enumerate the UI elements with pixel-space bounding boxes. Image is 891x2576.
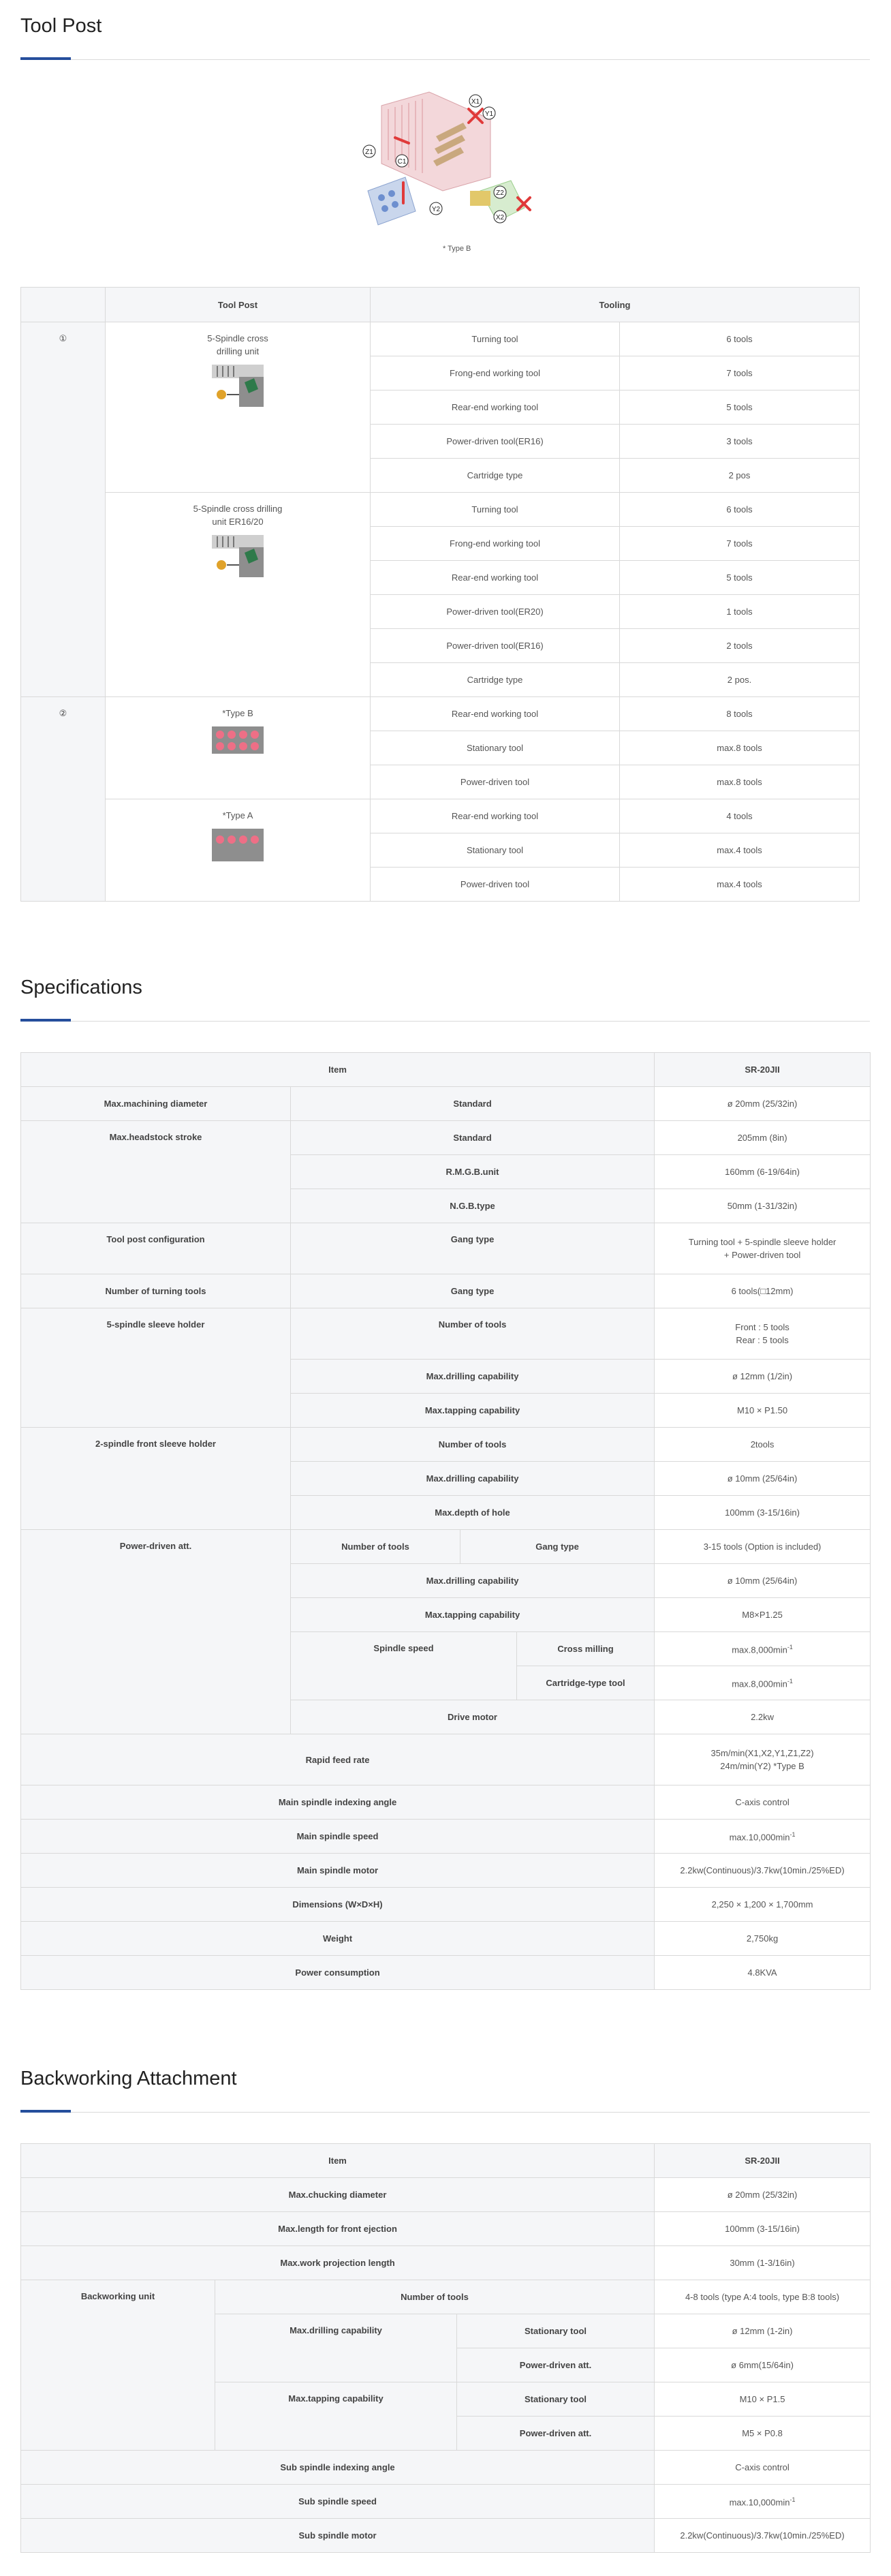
spec-value: 2,750kg	[655, 1922, 871, 1956]
spec-value	[655, 1666, 871, 1700]
tool-name: Power-driven tool(ER16)	[371, 425, 620, 459]
tool-name: Rear-end working tool	[371, 561, 620, 595]
table-row	[21, 799, 860, 833]
table-row	[21, 1956, 871, 1990]
tool-name: Power-driven tool	[371, 765, 620, 799]
spec-value: 100mm (3-15/16in)	[655, 1496, 871, 1530]
table-row	[21, 1854, 871, 1888]
spec-sublabel: Max.tapping capability	[291, 1598, 655, 1632]
tool-count: max.8 tools	[620, 731, 860, 765]
unit-name: *Type B	[222, 708, 253, 718]
table-row	[21, 1223, 871, 1274]
spec-sublabel: Number of tools	[291, 1308, 655, 1360]
spec-sublabel: Max.drilling capability	[291, 1360, 655, 1394]
spec-label: Dimensions (W×D×H)	[21, 1888, 655, 1922]
spec-value: 50mm (1-31/32in)	[655, 1189, 871, 1223]
table-row	[21, 1734, 871, 1785]
spec-value: ø 10mm (25/64in)	[655, 1564, 871, 1598]
title-rule	[20, 2112, 870, 2113]
tool-count: 7 tools	[620, 356, 860, 390]
spec-label: 2-spindle front sleeve holder	[21, 1428, 291, 1530]
spec-value: M10 × P1.50	[655, 1394, 871, 1428]
toolpost-diagram	[354, 89, 559, 259]
group-number: ②	[21, 697, 106, 902]
spec-value-text: max.8,000min	[732, 1644, 787, 1655]
tool-name: Power-driven tool	[371, 868, 620, 902]
spec-value-line: Rear : 5 tools	[736, 1335, 789, 1345]
spec-sublabel: Cross milling	[517, 1632, 655, 1666]
drilling-unit-icon	[212, 535, 264, 577]
table-row	[21, 2451, 871, 2485]
tool-name: Cartridge type	[371, 663, 620, 697]
table-row	[21, 1308, 871, 1360]
tool-name: Rear-end working tool	[371, 390, 620, 425]
spec-value: ø 12mm (1/2in)	[655, 1360, 871, 1394]
spec-label: Power-driven att.	[21, 1530, 291, 1734]
spec-sublabel: Standard	[291, 1121, 655, 1155]
spec-sublabel: Number of tools	[291, 1530, 460, 1564]
spec-label: Main spindle indexing angle	[21, 1785, 655, 1820]
spec-sublabel: Max.tapping capability	[215, 2382, 457, 2451]
table-row	[21, 1820, 871, 1854]
table-header-row	[21, 288, 860, 322]
spec-value: M8×P1.25	[655, 1598, 871, 1632]
table-row	[21, 2212, 871, 2246]
spec-value: 4.8KVA	[655, 1956, 871, 1990]
title-accent	[20, 1019, 71, 1022]
spec-value: 160mm (6-19/64in)	[655, 1155, 871, 1189]
figure-caption: * Type B	[443, 245, 471, 253]
header-item: Item	[21, 2144, 655, 2178]
toolpost-table	[20, 287, 860, 902]
spec-value	[655, 1632, 871, 1666]
spec-label: Sub spindle motor	[21, 2519, 655, 2553]
unit-name: *Type A	[222, 810, 253, 821]
spec-value: ø 6mm(15/64in)	[655, 2348, 871, 2382]
spec-label: Number of turning tools	[21, 1274, 291, 1308]
group-number: ①	[21, 322, 106, 697]
title-rule	[20, 1021, 870, 1022]
axis-label-y1: Y1	[484, 110, 494, 118]
spec-sublabel: R.M.G.B.unit	[291, 1155, 655, 1189]
title-accent	[20, 57, 71, 60]
spec-sublabel: Standard	[291, 1087, 655, 1121]
spec-value	[655, 1223, 871, 1274]
spec-label: 5-spindle sleeve holder	[21, 1308, 291, 1428]
table-row	[21, 1121, 871, 1155]
tool-count: 2 pos.	[620, 663, 860, 697]
spec-value: ø 20mm (25/32in)	[655, 2178, 871, 2212]
table-row	[21, 2485, 871, 2519]
spec-value-line: Turning tool + 5-spindle sleeve holder	[688, 1237, 837, 1247]
spec-sublabel: Max.drilling capability	[291, 1462, 655, 1496]
superscript: -1	[787, 1678, 793, 1685]
section-title-toolpost: Tool Post	[20, 15, 102, 37]
spec-value: C-axis control	[655, 1785, 871, 1820]
tool-name: Frong-end working tool	[371, 356, 620, 390]
tool-count: 3 tools	[620, 425, 860, 459]
spec-label: Backworking unit	[21, 2280, 215, 2451]
superscript: -1	[790, 1831, 796, 1839]
tool-name: Frong-end working tool	[371, 527, 620, 561]
spec-sublabel: Gang type	[291, 1274, 655, 1308]
spec-value: 2.2kw	[655, 1700, 871, 1734]
spec-value-line: + Power-driven tool	[723, 1250, 801, 1260]
spec-value	[655, 2485, 871, 2519]
tool-count: max.4 tools	[620, 868, 860, 902]
spec-sublabel: Drive motor	[291, 1700, 655, 1734]
tool-name: Power-driven tool(ER16)	[371, 629, 620, 663]
spec-sublabel: Max.drilling capability	[291, 1564, 655, 1598]
spec-sublabel: Stationary tool	[457, 2382, 655, 2417]
tool-name: Turning tool	[371, 493, 620, 527]
table-row	[21, 322, 860, 356]
spec-sublabel: Spindle speed	[291, 1632, 517, 1700]
spec-sublabel: Cartridge-type tool	[517, 1666, 655, 1700]
spec-label: Sub spindle speed	[21, 2485, 655, 2519]
spec-sublabel: Number of tools	[215, 2280, 655, 2314]
spec-label: Max.chucking diameter	[21, 2178, 655, 2212]
axis-label-x2: X2	[495, 214, 505, 221]
spec-label: Power consumption	[21, 1956, 655, 1990]
spec-value-line: 24m/min(Y2) *Type B	[720, 1761, 804, 1771]
axis-label-z1: Z1	[365, 149, 373, 156]
header-blank	[21, 288, 106, 322]
tool-name: Rear-end working tool	[371, 697, 620, 731]
header-item: Item	[21, 1053, 655, 1087]
type-a-holder-icon	[212, 829, 264, 861]
spec-value-line: Front : 5 tools	[735, 1322, 790, 1332]
table-row	[21, 2519, 871, 2553]
title-rule	[20, 59, 870, 60]
spec-value: 2.2kw(Continuous)/3.7kw(10min./25%ED)	[655, 1854, 871, 1888]
axis-label-x1: X1	[471, 98, 480, 106]
tool-count: max.8 tools	[620, 765, 860, 799]
table-row	[21, 1922, 871, 1956]
table-row	[21, 2178, 871, 2212]
header-toolpost: Tool Post	[106, 288, 371, 322]
axis-label-y2: Y2	[431, 206, 441, 213]
tool-count: max.4 tools	[620, 833, 860, 868]
unit-cell	[106, 322, 371, 493]
tool-name: Stationary tool	[371, 833, 620, 868]
tool-count: 6 tools	[620, 322, 860, 356]
unit-cell	[106, 697, 371, 799]
spec-value: ø 12mm (1-2in)	[655, 2314, 871, 2348]
spec-value-text: max.10,000min	[729, 1832, 790, 1843]
tool-name: Power-driven tool(ER20)	[371, 595, 620, 629]
spec-value: 2.2kw(Continuous)/3.7kw(10min./25%ED)	[655, 2519, 871, 2553]
spec-value-text: max.8,000min	[732, 1678, 787, 1689]
tool-count: 2 pos	[620, 459, 860, 493]
unit-cell	[106, 493, 371, 697]
table-header-row	[21, 2144, 871, 2178]
table-row	[21, 1785, 871, 1820]
spec-sublabel: Max.depth of hole	[291, 1496, 655, 1530]
tool-name: Turning tool	[371, 322, 620, 356]
axis-label-z2: Z2	[496, 189, 504, 197]
specifications-table	[20, 1052, 871, 1990]
spec-value	[655, 1308, 871, 1360]
spec-sublabel: Max.drilling capability	[215, 2314, 457, 2382]
table-row	[21, 2280, 871, 2314]
spec-sublabel: Max.tapping capability	[291, 1394, 655, 1428]
spec-value: 6 tools(□12mm)	[655, 1274, 871, 1308]
table-row	[21, 493, 860, 527]
spec-label: Max.work projection length	[21, 2246, 655, 2280]
spec-label: Sub spindle indexing angle	[21, 2451, 655, 2485]
unit-name: 5-Spindle cross drilling unit	[207, 333, 268, 356]
spec-value: 30mm (1-3/16in)	[655, 2246, 871, 2280]
spec-value: ø 20mm (25/32in)	[655, 1087, 871, 1121]
superscript: -1	[790, 2496, 796, 2504]
spec-label: Rapid feed rate	[21, 1734, 655, 1785]
spec-label: Max.machining diameter	[21, 1087, 291, 1121]
section-title-specifications: Specifications	[20, 977, 142, 998]
unit-name: 5-Spindle cross drilling unit ER16/20	[193, 504, 283, 527]
spec-value: 2,250 × 1,200 × 1,700mm	[655, 1888, 871, 1922]
spec-value: M10 × P1.5	[655, 2382, 871, 2417]
type-b-holder-icon	[212, 726, 264, 754]
spec-value-text: max.10,000min	[729, 2497, 790, 2508]
table-row	[21, 1888, 871, 1922]
spec-label: Max.headstock stroke	[21, 1121, 291, 1223]
unit-cell	[106, 799, 371, 902]
spec-label: Max.length for front ejection	[21, 2212, 655, 2246]
spec-sublabel: Power-driven att.	[457, 2417, 655, 2451]
drilling-unit-icon	[212, 365, 264, 407]
backworking-table	[20, 2143, 871, 2553]
table-row	[21, 2246, 871, 2280]
table-row	[21, 1087, 871, 1121]
header-model: SR-20JII	[655, 1053, 871, 1087]
spec-value: 3-15 tools (Option is included)	[655, 1530, 871, 1564]
tool-count: 4 tools	[620, 799, 860, 833]
spec-value: ø 10mm (25/64in)	[655, 1462, 871, 1496]
spec-value: C-axis control	[655, 2451, 871, 2485]
table-row	[21, 1428, 871, 1462]
spec-label: Main spindle motor	[21, 1854, 655, 1888]
table-row	[21, 1530, 871, 1564]
tool-name: Stationary tool	[371, 731, 620, 765]
spec-sublabel: N.G.B.type	[291, 1189, 655, 1223]
tool-count: 8 tools	[620, 697, 860, 731]
spec-value: 2tools	[655, 1428, 871, 1462]
spec-value: 100mm (3-15/16in)	[655, 2212, 871, 2246]
table-row	[21, 1274, 871, 1308]
spec-sublabel: Gang type	[291, 1223, 655, 1274]
tool-count: 5 tools	[620, 390, 860, 425]
spec-label: Tool post configuration	[21, 1223, 291, 1274]
table-row	[21, 697, 860, 731]
header-model: SR-20JII	[655, 2144, 871, 2178]
spec-label: Weight	[21, 1922, 655, 1956]
spec-label: Main spindle speed	[21, 1820, 655, 1854]
spec-value: M5 × P0.8	[655, 2417, 871, 2451]
spec-sublabel: Number of tools	[291, 1428, 655, 1462]
header-tooling: Tooling	[371, 288, 860, 322]
tool-count: 1 tools	[620, 595, 860, 629]
spec-value-line: 35m/min(X1,X2,Y1,Z1,Z2)	[710, 1748, 814, 1758]
superscript: -1	[787, 1644, 793, 1651]
tool-count: 2 tools	[620, 629, 860, 663]
spec-value	[655, 1820, 871, 1854]
spec-value: 205mm (8in)	[655, 1121, 871, 1155]
spec-value	[655, 1734, 871, 1785]
section-title-backworking: Backworking Attachment	[20, 2068, 237, 2089]
axis-label-c1: C1	[397, 158, 407, 166]
tool-count: 7 tools	[620, 527, 860, 561]
tool-count: 5 tools	[620, 561, 860, 595]
spec-sublabel: Gang type	[460, 1530, 655, 1564]
spec-sublabel: Stationary tool	[457, 2314, 655, 2348]
tool-count: 6 tools	[620, 493, 860, 527]
spec-sublabel: Power-driven att.	[457, 2348, 655, 2382]
spec-value: 4-8 tools (type A:4 tools, type B:8 tools)	[655, 2280, 871, 2314]
title-accent	[20, 2110, 71, 2113]
tool-name: Rear-end working tool	[371, 799, 620, 833]
table-header-row	[21, 1053, 871, 1087]
tool-name: Cartridge type	[371, 459, 620, 493]
